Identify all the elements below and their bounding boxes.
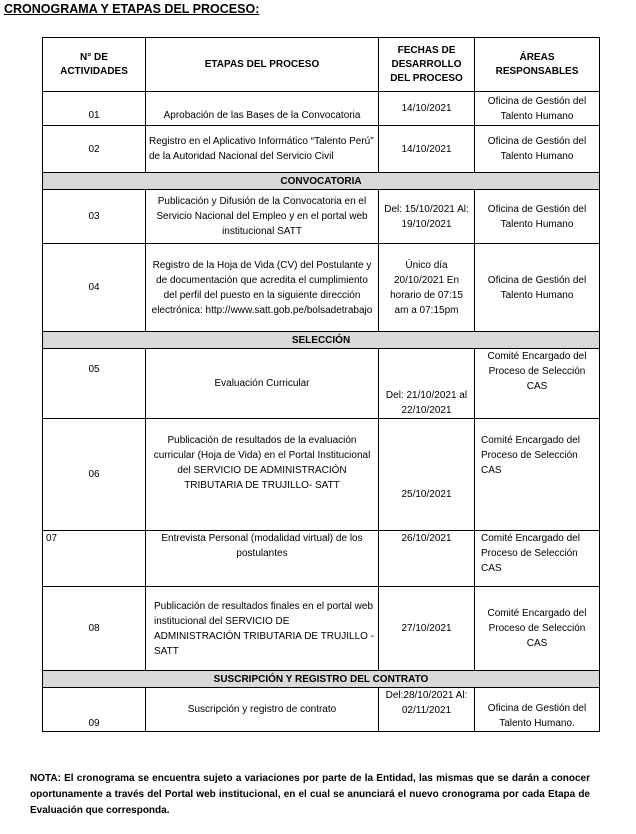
row-num: 07 xyxy=(43,531,146,587)
row-fecha: 26/10/2021 xyxy=(379,531,475,587)
section-row-convocatoria xyxy=(43,173,600,190)
row-area: Comité Encargado del Proceso de Selección CAS xyxy=(475,587,600,671)
row-num: 01 xyxy=(43,92,146,126)
row-etapa: Publicación de resultados de la evaluación curricular (Hoja de Vida) en el Portal Institucional del SERVICIO DE ADMINISTRACIÓN TRIBUTARIA DE TRUJILLO- SATT xyxy=(146,419,379,531)
row-num: 08 xyxy=(43,587,146,671)
row-etapa: Aprobación de las Bases de la Convocatoria xyxy=(146,92,379,126)
row-area: Oficina de Gestión del Talento Humano xyxy=(475,190,600,244)
row-num: 04 xyxy=(43,244,146,332)
section-label: SUSCRIPCIÓN Y REGISTRO DEL CONTRATO xyxy=(43,671,600,688)
row-area: Oficina de Gestión del Talento Humano. xyxy=(475,688,600,732)
row-fecha: Único día 20/10/2021 En horario de 07:15 am a 07:15pm xyxy=(379,244,475,332)
header-num: N° DE ACTIVIDADES xyxy=(43,38,146,92)
table-row xyxy=(43,190,600,244)
table-row xyxy=(43,244,600,332)
row-area: Oficina de Gestión del Talento Humano xyxy=(475,244,600,332)
table-row xyxy=(43,531,600,587)
header-fecha: FECHAS DE DESARROLLO DEL PROCESO xyxy=(379,38,475,92)
table-row xyxy=(43,587,600,671)
row-etapa: Suscripción y registro de contrato xyxy=(146,688,379,732)
row-etapa: Entrevista Personal (modalidad virtual) de los postulantes xyxy=(146,531,379,587)
table-row xyxy=(43,126,600,173)
section-label: SELECCIÓN xyxy=(43,332,600,349)
header-area: ÁREAS RESPONSABLES xyxy=(475,38,600,92)
row-etapa: Publicación de resultados finales en el portal web institucional del SERVICIO DE ADMINISTRACIÓN TRIBUTARIA DE TRUJILLO -SATT xyxy=(146,587,379,671)
row-area: Oficina de Gestión del Talento Humano xyxy=(475,126,600,173)
footnote: NOTA: El cronograma se encuentra sujeto a variaciones por parte de la Entidad, las mismas que se darán a conocer oportunamente a través del Portal web institucional, en el cual se anunciará el nuevo cronograma por cada Etapa de Evaluación que corresponda. xyxy=(30,773,590,816)
section-row-seleccion xyxy=(43,332,600,349)
row-area: Comité Encargado del Proceso de Selección CAS xyxy=(475,419,600,531)
table-header-row xyxy=(43,38,600,92)
row-fecha: Del: 21/10/2021 al 22/10/2021 xyxy=(379,349,475,419)
row-area: Comité Encargado del Proceso de Selección CAS xyxy=(475,531,600,587)
row-num: 02 xyxy=(43,126,146,173)
row-fecha: 14/10/2021 xyxy=(379,126,475,173)
row-fecha: 27/10/2021 xyxy=(379,587,475,671)
table-row xyxy=(43,688,600,732)
section-label: CONVOCATORIA xyxy=(43,173,600,190)
row-num: 09 xyxy=(43,688,146,732)
row-area: Oficina de Gestión del Talento Humano xyxy=(475,92,600,126)
section-row-suscripcion xyxy=(43,671,600,688)
row-fecha: 14/10/2021 xyxy=(379,92,475,126)
row-fecha: Del:28/10/2021 Al: 02/11/2021 xyxy=(379,688,475,732)
schedule-table xyxy=(42,37,600,732)
row-etapa: Registro de la Hoja de Vida (CV) del Postulante y de documentación que acredita el cumplimiento del perfil del puesto en la siguiente dirección electrónica: http://www.satt.gob.pe/bolsadetrabajo xyxy=(146,244,379,332)
row-num: 05 xyxy=(43,349,146,419)
row-num: 06 xyxy=(43,419,146,531)
table-row xyxy=(43,349,600,419)
table-row xyxy=(43,419,600,531)
row-etapa: Publicación y Difusión de la Convocatoria en el Servicio Nacional del Empleo y en el portal web institucional SATT xyxy=(146,190,379,244)
row-num: 03 xyxy=(43,190,146,244)
row-fecha: 25/10/2021 xyxy=(379,419,475,531)
row-fecha: Del: 15/10/2021 Al: 19/10/2021 xyxy=(379,190,475,244)
table-row xyxy=(43,92,600,126)
row-etapa: Registro en el Aplicativo Informático “Talento Perú” de la Autoridad Nacional del Servicio Civil xyxy=(146,126,379,173)
page-title: CRONOGRAMA Y ETAPAS DEL PROCESO: xyxy=(4,2,260,16)
row-etapa: Evaluación Curricular xyxy=(146,349,379,419)
row-area: Comité Encargado del Proceso de Selección CAS xyxy=(475,349,600,419)
header-etapa: ETAPAS DEL PROCESO xyxy=(146,38,379,92)
